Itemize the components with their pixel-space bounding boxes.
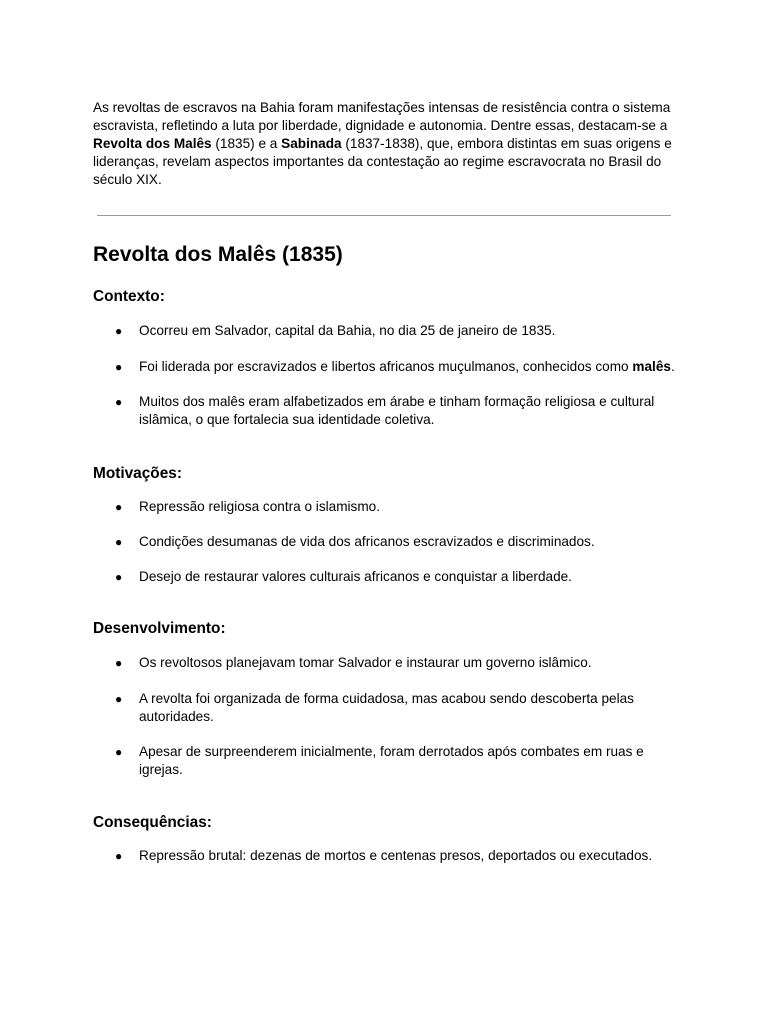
- list-item: [93, 322, 683, 340]
- bullet-icon: ●: [115, 324, 123, 338]
- intro-bold-revolta: Revolta dos Malês: [93, 136, 212, 151]
- section-title: Revolta dos Malês (1835): [93, 243, 343, 266]
- bullet-icon: ●: [115, 395, 123, 409]
- list-item-text: Apesar de surpreenderem inicialmente, foram derrotados após combates em ruas e igrejas.: [139, 744, 644, 777]
- list-item: [93, 498, 683, 516]
- list-item-text: Desejo de restaurar valores culturais africanos e conquistar a liberdade.: [139, 569, 572, 584]
- list-contexto: [93, 322, 683, 429]
- document-page: [93, 99, 683, 865]
- list-item: [93, 393, 683, 429]
- section-consequencias: [93, 813, 683, 865]
- list-item-bold: malês: [632, 359, 671, 374]
- section-motivacoes: [93, 464, 683, 586]
- intro-text-3: (1837-1838), que, embora distintas em suas origens e lideranças, revelam aspectos importantes da contestação ao regime escravocrata no Brasil do século XIX.: [93, 136, 672, 187]
- list-item: [93, 847, 683, 865]
- list-item: [93, 568, 683, 586]
- list-item-text: Muitos dos malês eram alfabetizados em árabe e tinham formação religiosa e cultural islâmica, o que fortalecia sua identidade coletiva.: [139, 394, 655, 427]
- list-item: [93, 358, 683, 376]
- horizontal-divider: [97, 215, 671, 216]
- heading-desenvolvimento: Desenvolvimento:: [93, 620, 226, 637]
- list-consequencias: [93, 847, 683, 865]
- bullet-icon: ●: [115, 745, 123, 759]
- bullet-icon: ●: [115, 570, 123, 584]
- bullet-icon: ●: [115, 849, 123, 863]
- list-motivacoes: [93, 498, 683, 586]
- heading-contexto: Contexto:: [93, 288, 165, 305]
- heading-motivacoes: Motivações:: [93, 465, 182, 482]
- list-item: [93, 533, 683, 551]
- list-item-text: Repressão religiosa contra o islamismo.: [139, 499, 381, 514]
- intro-text-1: As revoltas de escravos na Bahia foram manifestações intensas de resistência contra o sistema escravista, refletindo a luta por liberdade, dignidade e autonomia. Dentre essas, destacam-se a: [93, 100, 671, 133]
- list-item: [93, 743, 683, 779]
- list-item: [93, 654, 683, 672]
- list-item-text: Condições desumanas de vida dos africanos escravizados e discriminados.: [139, 534, 595, 549]
- bullet-icon: ●: [115, 500, 123, 514]
- section-desenvolvimento: [93, 619, 683, 779]
- list-item-text: Os revoltosos planejavam tomar Salvador e instaurar um governo islâmico.: [139, 655, 592, 670]
- list-item-text: Ocorreu em Salvador, capital da Bahia, no dia 25 de janeiro de 1835.: [139, 323, 556, 338]
- list-desenvolvimento: [93, 654, 683, 779]
- intro-bold-sabinada: Sabinada: [281, 136, 342, 151]
- bullet-icon: ●: [115, 360, 123, 374]
- list-item-text: A revolta foi organizada de forma cuidadosa, mas acabou sendo descoberta pelas autoridades.: [139, 691, 634, 724]
- bullet-icon: ●: [115, 656, 123, 670]
- section-contexto: [93, 287, 683, 429]
- bullet-icon: ●: [115, 535, 123, 549]
- bullet-icon: ●: [115, 692, 123, 706]
- list-item-text: Repressão brutal: dezenas de mortos e centenas presos, deportados ou executados.: [139, 848, 653, 863]
- list-item-text: Foi liderada por escravizados e libertos africanos muçulmanos, conhecidos como: [139, 359, 633, 374]
- list-item-text-end: .: [670, 359, 675, 374]
- list-item: [93, 690, 683, 726]
- intro-text-2: (1835) e a: [211, 136, 282, 151]
- intro-paragraph: [93, 99, 683, 189]
- heading-consequencias: Consequências:: [93, 814, 212, 831]
